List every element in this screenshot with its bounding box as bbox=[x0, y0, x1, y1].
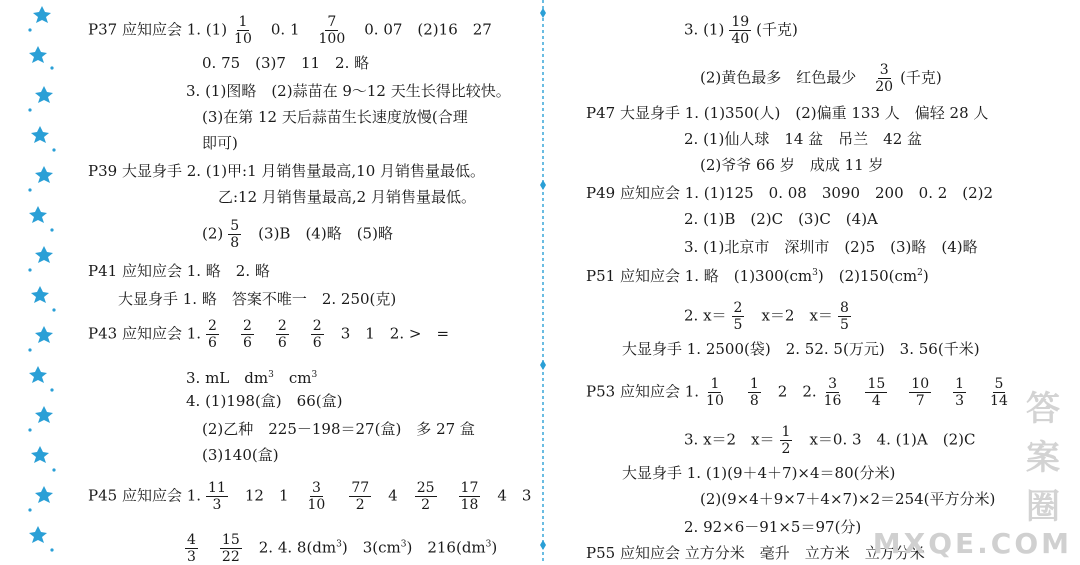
p41-line2: 大显身手 1. 略 答案不唯一 2. 250(克) bbox=[118, 290, 397, 308]
fraction: $\frac{25}{2}$ bbox=[416, 480, 435, 513]
value-text: (2) bbox=[202, 224, 224, 243]
fraction: $\frac{2}{6}$ bbox=[312, 318, 322, 351]
p37-line3: 3. (1)图略 (2)蒜苗在 9～12 天生长得比较快。 bbox=[186, 82, 511, 100]
p53-line1: P53 应知应会 1. $\frac{1}{10}$ $\frac{1}{8}$ 2 2. $\frac{3}{16}$ $\frac{15}{4}$ $\frac{10}{7}$ $\frac{1}{3}$ $\frac{5}{14}$ bbox=[586, 376, 1008, 409]
p49-line2: 2. (1)B (2)C (3)C (4)A bbox=[684, 210, 878, 228]
p51-line3: 大显身手 1. 2500(袋) 2. 52. 5(万元) 3. 56(千米) bbox=[622, 340, 980, 358]
value-text: 4 bbox=[388, 486, 398, 505]
fraction: $\frac{1}{10}$ bbox=[234, 14, 252, 47]
p51-line1: P51 应知应会 1. 略 $(1)300(cm^3)$ $(2)150(cm^2)$ bbox=[586, 267, 929, 285]
fraction: $\frac{15}{22}$ bbox=[221, 532, 240, 565]
p39-line1: P39 大显身手 2. (1)甲:1 月销售量最高,10 月销售量最低。 bbox=[88, 162, 486, 180]
fraction: $\frac{2}{5}$ bbox=[733, 300, 743, 333]
watermark-bottom: MXQE.COM bbox=[872, 527, 1072, 560]
p39-line3 bbox=[202, 218, 393, 251]
p37-line2: 0. 75 (3)7 11 2. 略 bbox=[202, 54, 370, 72]
p41-line1: P41 应知应会 1. 略 2. 略 bbox=[88, 262, 270, 280]
fraction: $\frac{10}{7}$ bbox=[911, 376, 930, 409]
p45-line2: $\frac{4}{3}$ $\frac{15}{22}$ 2. 4. $8(dm^3)$ $3(cm^3)$ $216(dm^3)$ bbox=[187, 532, 498, 565]
value-text: P43 应知应会 1. bbox=[88, 324, 202, 343]
p43-line3: 4. (1)198(盒) 66(盒) bbox=[186, 392, 343, 410]
fraction: $\frac{5}{8}$ bbox=[230, 218, 240, 251]
p53-line4: (2)(9×4＋9×7＋4×7)×2＝254(平方分米) bbox=[700, 490, 996, 508]
p43-line5: (3)140(盒) bbox=[202, 446, 279, 464]
fraction: $\frac{3}{16}$ bbox=[823, 376, 842, 409]
p43-line4: (2)乙种 225－198＝27(盒) 多 27 盒 bbox=[202, 420, 475, 438]
fraction: $\frac{3}{20}$ bbox=[875, 62, 894, 95]
p53-line2: 3. x＝2 x＝ $\frac{1}{2}$ x＝0. 3 4. (1)A (2)C bbox=[684, 424, 976, 457]
fraction: $\frac{1}{2}$ bbox=[781, 424, 791, 457]
p47-line1: P47 大显身手 1. (1)350(人) (2)偏重 133 人 偏轻 28 人 bbox=[586, 104, 989, 122]
fraction: $\frac{1}{3}$ bbox=[955, 376, 965, 409]
fraction: $\frac{2}{6}$ bbox=[242, 318, 252, 351]
value-text: (3)B (4)略 (5)略 bbox=[258, 224, 393, 243]
fraction: $\frac{4}{3}$ bbox=[187, 532, 196, 565]
value-text: 0. 1 bbox=[270, 20, 300, 39]
fraction: $\frac{11}{3}$ bbox=[208, 480, 226, 513]
p45-line1 bbox=[88, 480, 531, 513]
p55-line1: P55 应知应会 立方分米 毫升 立方米 立方分米 bbox=[586, 544, 925, 562]
fraction: $\frac{77}{2}$ bbox=[351, 480, 370, 513]
fraction: $\frac{15}{4}$ bbox=[867, 376, 886, 409]
fraction: $\frac{5}{14}$ bbox=[990, 376, 1008, 409]
fraction: $\frac{19}{40}$ bbox=[731, 14, 750, 47]
fraction: $\frac{1}{8}$ bbox=[749, 376, 759, 409]
p47-line3: (2)爷爷 66 岁 成成 11 岁 bbox=[700, 156, 884, 174]
p37-line5: 即可) bbox=[202, 134, 238, 152]
p37-prefix: P37 应知应会 1. (1) bbox=[88, 20, 228, 39]
p49-line3: 3. (1)北京市 深圳市 (2)5 (3)略 (4)略 bbox=[684, 238, 978, 256]
value-text: 12 1 bbox=[244, 486, 289, 505]
fraction: $\frac{2}{6}$ bbox=[277, 318, 287, 351]
p37-line1 bbox=[88, 14, 492, 47]
fraction: $\frac{8}{5}$ bbox=[839, 300, 849, 333]
p49-line1: P49 应知应会 1. (1)125 0. 08 3090 200 0. 2 (2)2 bbox=[586, 184, 994, 202]
value-text: P45 应知应会 1. bbox=[88, 486, 202, 505]
fraction: $\frac{2}{6}$ bbox=[208, 318, 217, 351]
page-divider bbox=[540, 0, 546, 564]
p47-line2: 2. (1)仙人球 14 盆 吊兰 42 盆 bbox=[684, 130, 923, 148]
fraction: $\frac{1}{10}$ bbox=[706, 376, 724, 409]
value-text: 4 3 bbox=[497, 486, 532, 505]
p39-line2: 乙:12 月销售量最高,2 月销售量最低。 bbox=[218, 188, 476, 206]
decorative-star-border bbox=[0, 0, 70, 564]
fraction: $\frac{3}{10}$ bbox=[307, 480, 326, 513]
fraction: $\frac{17}{18}$ bbox=[460, 480, 479, 513]
p37-line4: (3)在第 12 天后蒜苗生长速度放慢(合理 bbox=[202, 108, 468, 126]
right-top-line1: 3. (1) $\frac{19}{40}$ (千克) bbox=[684, 14, 798, 47]
p51-line2: 2. x＝ $\frac{2}{5}$ x＝2 x＝ $\frac{8}{5}$ bbox=[684, 300, 849, 333]
p53-line5: 2. 92×6－91×5＝97(分) bbox=[684, 518, 862, 536]
value-text: 3 1 2. > = bbox=[340, 324, 450, 343]
p43-line2: 3. mL $dm^3$ $cm^3$ bbox=[186, 369, 318, 387]
fraction: $\frac{7}{100}$ bbox=[318, 14, 346, 47]
value-text: 0. 07 (2)16 27 bbox=[364, 20, 492, 39]
p43-line1 bbox=[88, 318, 449, 351]
p53-line3: 大显身手 1. (1)(9＋4＋7)×4＝80(分米) bbox=[622, 464, 896, 482]
watermark-top: 答案圈 bbox=[1026, 389, 1062, 527]
right-top-line2: (2)黄色最多 红色最少 $\frac{3}{20}$ (千克) bbox=[700, 62, 942, 95]
